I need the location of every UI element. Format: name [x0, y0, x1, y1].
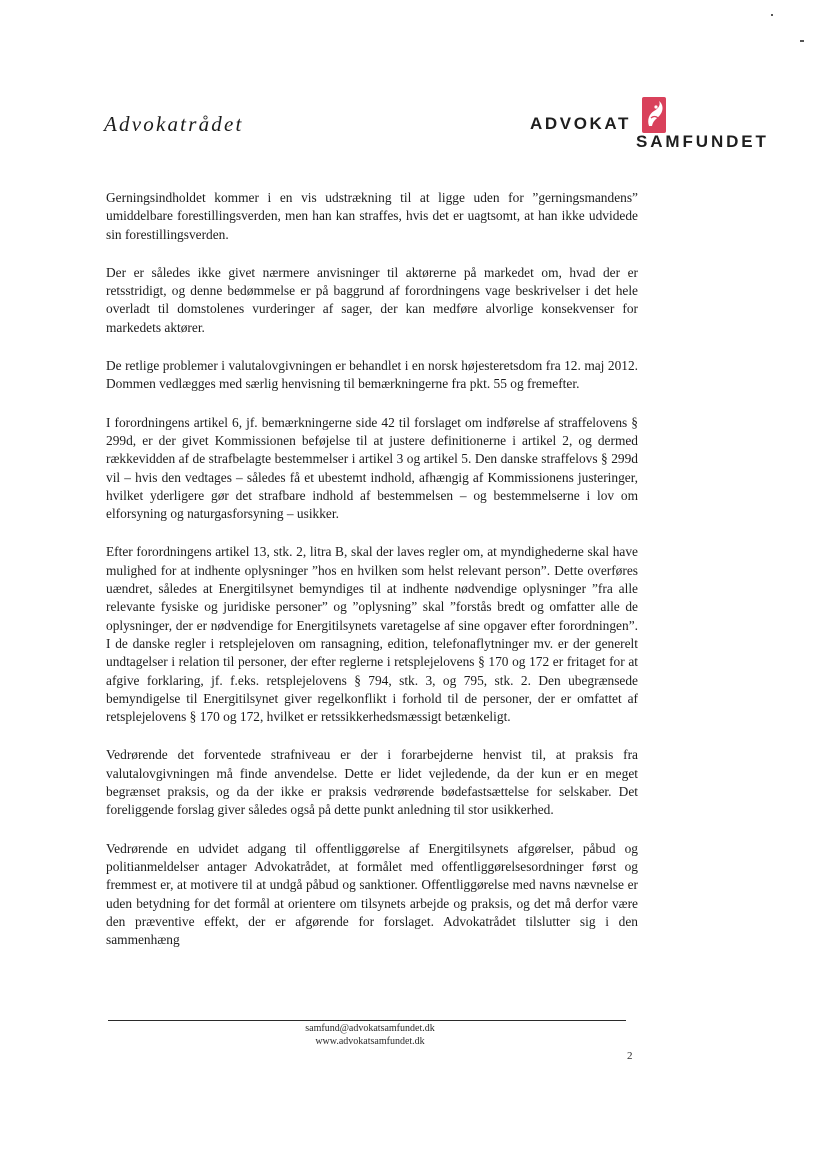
footer-divider	[108, 1020, 626, 1021]
advokatsamfundet-logo-icon	[640, 96, 668, 134]
letter-body	[106, 189, 638, 969]
brand-word-samfundet: SAMFUNDET	[636, 132, 769, 151]
scan-speck	[800, 40, 804, 42]
body-paragraph: Vedrørende en udvidet adgang til offentliggørelse af Energitilsynets afgørelser, påbud og politianmeldelser antager Advokatrådet, at formålet med offentliggørelsesordninger først og fremmest er, at motivere til at undgå påbud og sanktioner. Offentliggørelse med navns nævnelse er uden betydning for det formål at orientere om tilsynets arbejde og praksis, og det må derfor være den præventive effekt, der er afgørende for forslaget. Advokatrådet tilslutter sig i den sammenhæng	[106, 840, 638, 948]
org-title: Advokatrådet	[104, 112, 244, 136]
scan-speck	[771, 14, 773, 16]
footer-email: samfund@advokatsamfundet.dk	[305, 1023, 435, 1034]
body-paragraph: Gerningsindholdet kommer i en vis udstrækning til at ligge uden for ”gerningsmandens” umiddelbare forestillingsverden, men han kan straffes, hvis det er uagtsomt, at han ikke udvidede sin forestillingsverden.	[106, 190, 638, 242]
footer-website: www.advokatsamfundet.dk	[315, 1036, 425, 1047]
body-paragraph: Efter forordningens artikel 13, stk. 2, litra B, skal der laves regler om, at myndighederne skal have mulighed for at indhente oplysninger ”hos en hvilken som helst relevant person”. Dette overføres uændret, således at Energitilsynet bemyndiges til at indhente nødvendige oplysninger ”fra alle relevante fysiske og juridiske personer” og ”oplysning” skal ”forstås bredt og omfatter alle de oplysninger, der er nødvendige for Energitilsynets varetagelse af sine opgaver efter forordningen”. I de danske regler i retsplejeloven om ransagning, edition, telefonaflytninger mv. er der generelt undtagelser i relation til personer, der efter reglerne i retsplejelovens § 170 og 172 er fritaget for at afgive forklaring, jf. f.eks. retsplejelovens § 794, stk. 3, og 795, stk. 2. Den ubegrænsede bemyndigelse til Energitilsynet giver regelkonflikt i forhold til de personer, der er omfattet af retsplejelovens § 170 og 172, hvilket er retssikkerhedsmæssigt betænkeligt.	[106, 544, 638, 725]
body-paragraph: De retlige problemer i valutalovgivningen er behandlet i en norsk højesteretsdom fra 12. maj 2012. Dommen vedlægges med særlig henvisning til bemærkningerne fra pkt. 55 og fremefter.	[106, 358, 638, 392]
body-paragraph: I forordningens artikel 6, jf. bemærkningerne side 42 til forslaget om indførelse af straffelovens § 299d, er der givet Kommissionen beføjelse til at justere definitionerne i artikel 2, og dermed rækkevidden af de strafbelagte bestemmelser i artikel 3 og artikel 5. Den danske straffelovs § 299d vil – hvis den vedtages – således få et ubestemt indhold, afhængig af Kommissionens justeringer, hvilket yderligere gør det strafbare indhold af bestemmelsen – og bestemmelserne i lov om elforsyning og naturgasforsyning – usikker.	[106, 414, 638, 522]
body-paragraph: Vedrørende det forventede strafniveau er der i forarbejderne henvist til, at praksis fra valutalovgivningen må finde anvendelse. Dette er lidet vejledende, da der kun er en meget begrænset praksis, og da der ikke er praksis vedrørende bødefastsættelse for selskaber. Det foreliggende forslag giver således også på dette punkt anledning til stor usikkerhed.	[106, 747, 638, 818]
brand-word-advokat: ADVOKAT	[530, 114, 631, 133]
body-paragraph: Der er således ikke givet nærmere anvisninger til aktørerne på markedet om, hvad der er retsstridigt, og denne bedømmelse er på baggrund af forordningens vage beskrivelser i det hele overladt til domstolenes vurderinger af sager, der kan medføre alvorlige konsekvenser for markedets aktører.	[106, 264, 638, 335]
brand-logo-block	[530, 96, 780, 166]
page-number: 2	[627, 1050, 633, 1062]
